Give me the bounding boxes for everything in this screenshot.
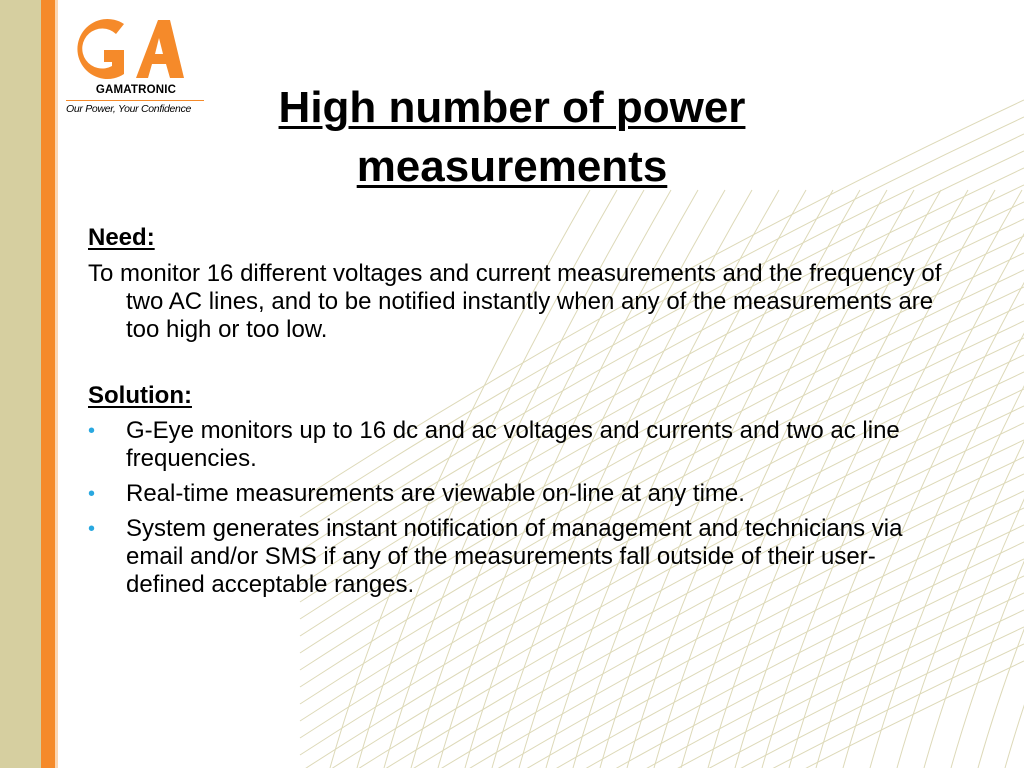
- solution-list: [88, 417, 948, 599]
- solution-heading: Solution:: [88, 382, 192, 409]
- brand-tagline: Our Power, Your Confidence: [66, 103, 192, 115]
- brand-name: GAMATRONIC: [95, 84, 177, 96]
- logo-divider: [66, 100, 204, 101]
- slide-title: High number of power measurements: [278, 83, 746, 191]
- list-item: [88, 480, 910, 508]
- bullet-text: Real-time measurements are viewable on-line at any time.: [126, 480, 745, 507]
- need-heading: Need:: [88, 224, 155, 251]
- orange-stripe: [41, 0, 55, 768]
- left-side-band: [0, 0, 41, 768]
- bullet-icon: •: [88, 420, 96, 442]
- ga-logo-icon: [66, 16, 186, 86]
- gamatronic-logo: [66, 16, 206, 120]
- mesh-line: [300, 661, 1024, 768]
- need-text: To monitor 16 different voltages and current measurements and the frequency of two AC lines, and to be notified instantly when any of the measurements are too high or too low.: [88, 260, 942, 343]
- orange-stripe-edge: [55, 0, 58, 768]
- mesh-line: [300, 627, 1024, 768]
- mesh-line: [978, 190, 1024, 768]
- bullet-text: System generates instant notification of management and technicians via email and/or SMS if any of the measurements fall outside of their user-defined acceptable ranges.: [126, 515, 903, 598]
- slide-body: [88, 224, 948, 606]
- bullet-icon: •: [88, 518, 96, 540]
- bullet-text: G-Eye monitors up to 16 dc and ac voltages and currents and two ac line frequencies.: [126, 417, 900, 472]
- list-item: [88, 417, 910, 473]
- list-item: [88, 515, 910, 599]
- bullet-icon: •: [88, 483, 96, 505]
